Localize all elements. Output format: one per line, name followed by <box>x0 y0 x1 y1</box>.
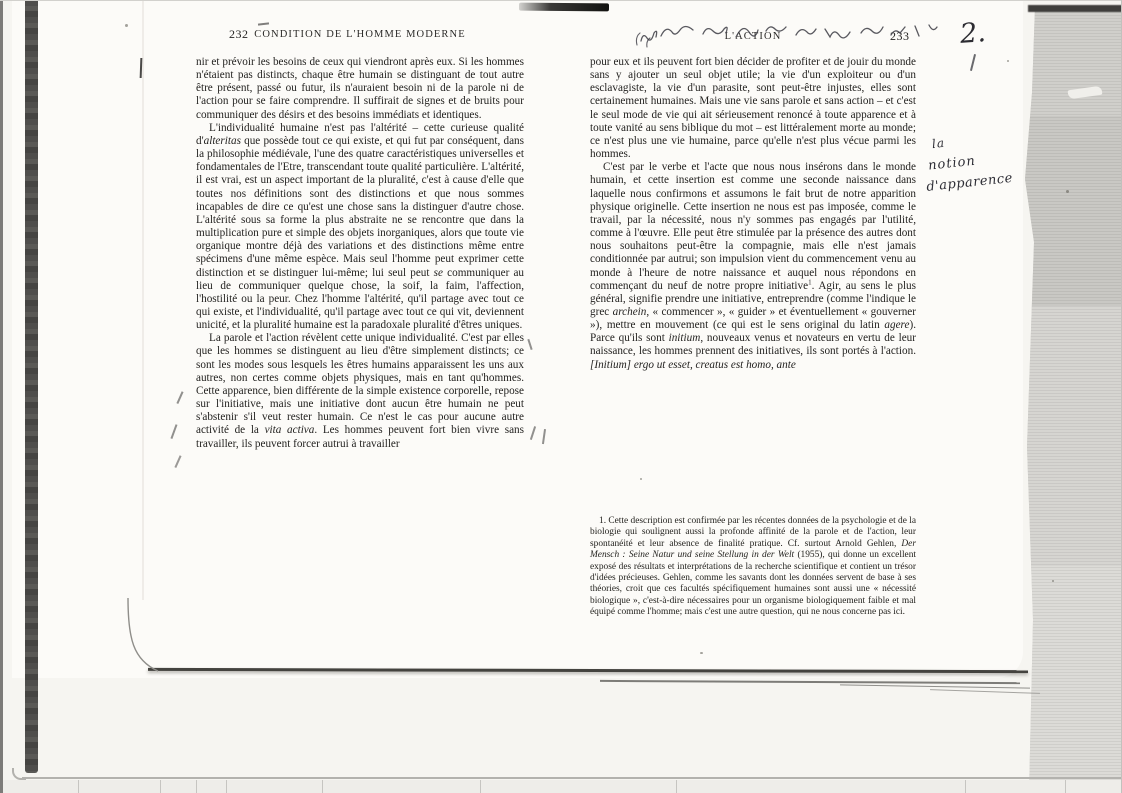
page-crease-line <box>142 0 144 600</box>
book-gutter-shadow <box>25 0 38 773</box>
bed-tick <box>676 780 677 793</box>
ink-speck <box>1007 60 1009 62</box>
right-column-text <box>590 56 916 372</box>
ink-speck <box>700 652 703 654</box>
paragraph: L'individualité humaine n'est pas l'altérité – cette curieuse qualité d'alteritas que possède tout ce qui existe, et qui fut par conséquent, dans la philosophie médiévale, l'une des quatre caractéristiques universelles et fondamentales de l'Etre, transcendant toute qualité particulière. L'altérité, il est vrai, est un aspect important de la pluralité, c'est à cause d'elle que toutes nos définitions sont des distinctions et que nous sommes incapables de dire ce qu'est une chose sans la distinguer d'autre chose. L'altérité sous sa forme la plus abstraite ne se rencontre que dans la multiplication pure et simple des objets inorganiques, alors que toute vie organique montre déjà des variations et des distinctions même entre spécimens d'une même espèce. Mais seul l'homme peut exprimer cette distinction et se distinguer lui-même; lui seul peut se communiquer au lieu de communiquer quelque chose, la soif, la faim, l'affection, l'hostilité ou la peur. Chez l'homme l'altérité, qu'il partage avec tout ce qui existe, et l'individualité, qu'il partage avec tout ce qui vit, deviennent unicité, et la pluralité humaine est la paradoxale pluralité d'êtres uniques. <box>196 121 525 332</box>
scanner-bed-band <box>3 780 1122 793</box>
bed-tick <box>965 780 966 793</box>
handwritten-corner-number: 2. <box>958 17 987 50</box>
ink-speck <box>125 24 128 27</box>
left-running-title: CONDITION DE L'HOMME MODERNE <box>254 29 466 40</box>
bed-tick <box>226 780 227 793</box>
right-page-number: 233 <box>890 29 910 43</box>
margin-note-line: la <box>931 135 946 152</box>
left-page-number: 232 <box>229 27 249 41</box>
scan-smudge-top-right <box>1028 5 1122 12</box>
paragraph: 1. Cette description est confirmée par les récentes données de la psychologie et de la biologie qui soulignent aussi la profonde affinité de la parole et de l'action, leur spontanéité et leur absence de finalité pratique. Cf. surtout Arnold Gehlen, Der Mensch : Seine Natur und seine Stellung in der Welt (1955), qui donne un excellent exposé des résultats et interprétations de la recherche scientifique et contient un trésor d'idées précieuses. Gehlen, comme les savants dont les données servent de base à ses théories, croit que ces facultés spécifiquement humaines sont aussi une « nécessité biologique », c'est-à-dire nécessaires pour un organisme biologiquement faible et mal équipé comme l'homme; mais c'est une autre question, qui ne nous concerne pas ici. <box>590 516 916 618</box>
paragraph: La parole et l'action révèlent cette unique individualité. C'est par elles que les hommes se distinguent au lieu d'être simplement distincts; ce sont les modes sous lesquels les êtres humains apparaissent les uns aux autres, non certes comme objets physiques, mais en tant qu'hommes. Cette apparence, bien différente de la simple existence corporelle, repose sur l'initiative, mais une initiative dont aucun être humain ne peut s'abstenir s'il veut rester humain. Ce n'est le cas pour aucune autre activité de la vita activa. Les hommes peuvent fort bien vivre sans travailler, ils peuvent forcer autrui à travailler <box>196 332 524 450</box>
scan-streak <box>519 3 609 12</box>
scan-frame-top <box>0 0 1122 1</box>
margin-note-line: d'apparence <box>925 170 1014 195</box>
footnote <box>590 516 916 619</box>
bed-tick <box>78 780 79 793</box>
handwritten-scrawl <box>633 11 969 49</box>
paragraph: pour eux et ils peuvent fort bien décider de profiter et de jouir du monde sans y ajouter un seul objet utile; la vie d'un exploiteur ou d'un esclavagiste, la vie d'un parasite, sont peut-être injustes, elles sont certainement humaines. Mais une vie sans parole et sans action – et c'est le seul mode de vie qui ait sérieusement renoncé à toute apparence et à toute vanité au sens biblique du mot – est littéralement morte au monde; ce n'est plus une vie humaine, parce qu'elle n'est plus vécue parmi les hommes. <box>590 56 916 161</box>
handwritten-margin-note <box>921 125 1023 198</box>
right-running-title: L'ACTION <box>724 31 782 42</box>
ink-speck <box>640 478 642 480</box>
book-edge-shadow <box>1023 6 1122 793</box>
bed-tick <box>160 780 161 793</box>
ink-speck <box>1066 190 1069 193</box>
paragraph: nir et prévoir les besoins de ceux qui viendront après eux. Si les hommes n'étaient pas distincts, chaque être humain se distinguant de tout autre être présent, passé ou futur, ils n'auraient besoin ni de la parole ni de l'action pour se faire comprendre. Il suffirait de signes et de bruits pour communiquer des désirs et des besoins immédiats et identiques. <box>196 56 524 121</box>
bed-tick <box>322 780 323 793</box>
ink-speck <box>1052 580 1054 582</box>
page-corner-curve <box>122 598 164 680</box>
bed-tick <box>480 780 481 793</box>
bed-tick <box>1065 780 1066 793</box>
scanner-bed-rule <box>22 777 1122 779</box>
bed-tick <box>196 780 197 793</box>
margin-note-line: notion <box>927 153 977 174</box>
scan-frame-left <box>0 0 3 793</box>
paragraph: C'est par le verbe et l'acte que nous nous insérons dans le monde humain, et cette insertion est comme une seconde naissance dans laquelle nous confirmons et assumons le fait brut de notre apparition physique originelle. Cette insertion ne nous est pas imposée, comme le travail, par la nécessité, nous n'y sommes pas engagés par l'utilité, comme à l'œuvre. Elle peut être stimulée par la présence des autres dont nous souhaitons peut-être la compagnie, mais elle n'est jamais conditionnée par autrui; son impulsion vient du commencement venu au monde à l'heure de notre naissance et auquel nous répondons en commençant du neuf de notre propre initiative$^1$. Agir, au sens le plus général, signifie prendre une initiative, entreprendre (comme l'indique le grec archein, « commencer », « guider » et éventuellement « gouverner »), mettre en mouvement (ce qui est le sens original du latin agere). Parce qu'ils sont initium, nouveaux venus et novateurs en vertu de leur naissance, les hommes prennent des initiatives, ils sont portés à l'action. [Initium] ergo ut esset, creatus est homo, ante <box>590 161 916 371</box>
left-column-text <box>196 56 524 451</box>
